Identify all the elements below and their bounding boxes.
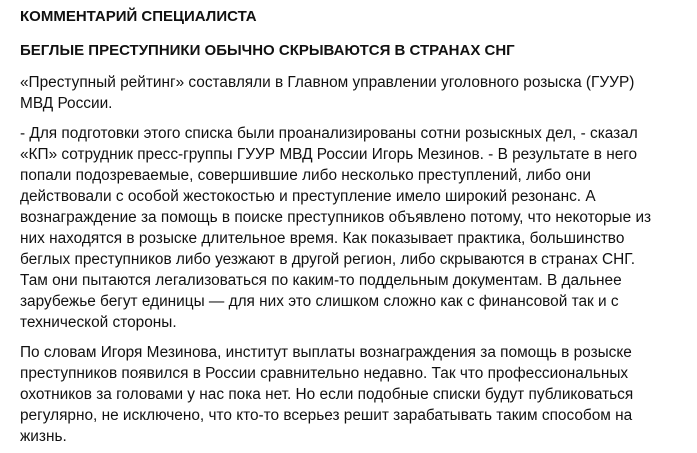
paragraph-line: По словам Игоря Мезинова, институт выплаты вознаграждения за помощь в розыске xyxy=(20,344,632,361)
paragraph-line: зарубежье бегут единицы — для них это слишком сложно как с финансовой так и с xyxy=(20,293,619,310)
paragraph-line: жизнь. xyxy=(20,428,67,445)
paragraph-line: охотников за головами у нас пока нет. Но если подобные списки будут публиковаться xyxy=(20,386,634,403)
paragraph-line: действовали с особой жестокостью и преступление имело широкий резонанс. А xyxy=(20,188,596,205)
paragraph-line: - Для подготовки этого списка были проанализированы сотни розыскных дел, - сказал xyxy=(20,125,638,142)
paragraph-line: них находятся в розыске длительное время. Как показывает практика, большинство xyxy=(20,230,625,247)
paragraph-line: Там они пытаются легализоваться по каким-то поддельным документам. В дальнее xyxy=(20,272,622,289)
paragraph-line: «КП» сотрудник пресс-группы ГУУР МВД России Игорь Мезинов. - В результате в него xyxy=(20,146,638,163)
paragraph-line: «Преступный рейтинг» составляли в Главном управлении уголовного розыска (ГУУР) xyxy=(20,74,635,91)
paragraph-1 xyxy=(20,72,693,114)
paragraph-line: попали подозреваемые, совершившие либо несколько преступлений, либо они xyxy=(20,167,591,184)
paragraph-2 xyxy=(20,123,693,333)
paragraph-line: МВД России. xyxy=(20,95,113,112)
paragraph-line: технической стороны. xyxy=(20,314,177,331)
paragraph-line: преступников появился в России сравнительно недавно. Так что профессиональных xyxy=(20,365,629,382)
paragraph-line: беглых преступников либо уезжают в другой регион, либо скрываются в странах СНГ. xyxy=(20,251,636,268)
paragraph-line: вознаграждение за помощь в поиске преступников объявлено потому, что некоторые из xyxy=(20,209,652,226)
paragraph-3 xyxy=(20,342,693,447)
headline: БЕГЛЫЕ ПРЕСТУПНИКИ ОБЫЧНО СКРЫВАЮТСЯ В СТРАНАХ СНГ xyxy=(20,42,515,59)
section-label: КОММЕНТАРИЙ СПЕЦИАЛИСТА xyxy=(20,8,257,25)
paragraph-line: регулярно, не исключено, что кто-то всерьез решит зарабатывать таким способом на xyxy=(20,407,633,424)
